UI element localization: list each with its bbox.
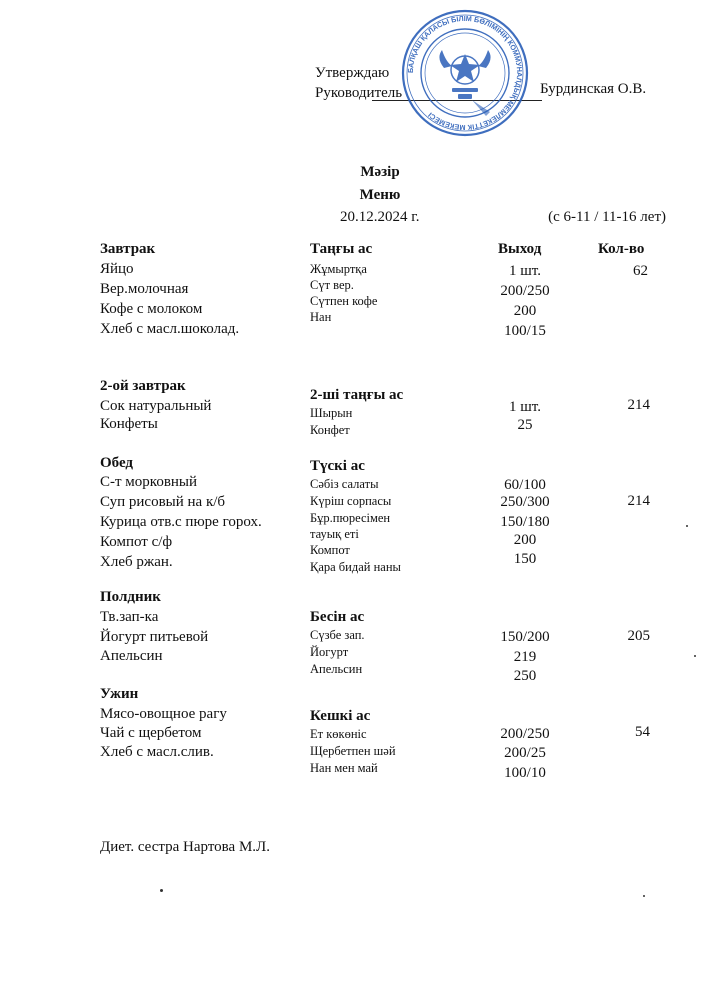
approver-name: Бурдинская О.В. <box>540 81 647 97</box>
column-header-kolvo: Кол-во <box>598 241 645 257</box>
count-value: 214 <box>627 397 650 413</box>
section-title-dinner: Ужин <box>100 686 139 702</box>
output-value: 100/15 <box>504 323 546 339</box>
menu-item-kz: Сәбіз салаты <box>310 477 379 491</box>
menu-item-ru: Яйцо <box>100 261 134 277</box>
title-kz: Мәзір <box>360 164 400 180</box>
menu-item-ru: Суп рисовый на к/б <box>100 494 226 510</box>
scan-speck <box>694 655 696 657</box>
menu-item-kz: Щербетпен шәй <box>310 744 396 758</box>
menu-item-ru: Курица отв.с пюре горох. <box>100 514 262 530</box>
menu-item-kz: Апельсин <box>310 662 363 676</box>
official-seal-stamp <box>400 8 530 138</box>
approval-line-1: Утверждаю <box>315 65 390 81</box>
output-value: 1 шт. <box>509 399 541 415</box>
svg-text:БАЛҚАШ ҚАЛАСЫ БІЛІМ БӨЛІМІНІҢ: БАЛҚАШ ҚАЛАСЫ БІЛІМ БӨЛІМІНІҢ КОММУНАЛДЫҚ МЕМЛЕКЕТТІК МЕКЕМЕСІ <box>405 13 525 133</box>
menu-item-kz: Ет көкөніс <box>310 727 367 741</box>
output-value: 100/10 <box>504 765 546 781</box>
menu-item-kz: Күріш сорпасы <box>310 494 392 508</box>
menu-item-kz: Сүзбе зап. <box>310 628 365 642</box>
output-value: 25 <box>517 417 533 433</box>
menu-item-ru: Конфеты <box>100 416 158 432</box>
scan-speck <box>686 525 688 527</box>
menu-item-ru: Компот с/ф <box>100 534 173 550</box>
output-value: 200 <box>513 303 537 319</box>
section-title-breakfast-kz: Таңғы ас <box>310 241 373 257</box>
output-value: 150 <box>513 551 537 567</box>
menu-item-ru: Йогурт питьевой <box>100 629 209 645</box>
output-value: 60/100 <box>504 477 546 493</box>
menu-item-kz: Нан <box>310 310 332 324</box>
count-value: 54 <box>635 724 650 740</box>
menu-item-kz: Жұмыртқа <box>310 262 367 276</box>
output-value: 200/250 <box>500 726 550 742</box>
menu-item-ru: Апельсин <box>100 648 163 664</box>
section-title-breakfast2-kz: 2-ші таңғы ас <box>310 387 404 403</box>
approval-line-2: Руководитель <box>315 85 403 101</box>
section-title-lunch-kz: Түскі ас <box>310 458 365 474</box>
menu-item-ru: Сок натуральный <box>100 398 212 414</box>
output-value: 219 <box>513 649 537 665</box>
output-value: 250 <box>513 668 537 684</box>
output-value: 150/180 <box>500 514 550 530</box>
scan-speck <box>160 889 163 892</box>
menu-item-ru: Вер.молочная <box>100 281 189 297</box>
menu-date: 20.12.2024 г. <box>340 209 420 225</box>
output-value: 200 <box>513 532 537 548</box>
section-title-snack: Полдник <box>100 589 161 605</box>
menu-item-kz: тауық еті <box>310 527 359 541</box>
menu-item-kz: Қара бидай наны <box>310 560 401 574</box>
menu-item-kz: Конфет <box>310 423 350 437</box>
menu-item-ru: Хлеб с масл.шоколад. <box>100 321 240 337</box>
menu-item-kz: Сүт вер. <box>310 278 354 292</box>
menu-item-kz: Шырын <box>310 406 353 420</box>
age-range: (с 6-11 / 11-16 лет) <box>548 209 666 225</box>
section-title-lunch: Обед <box>100 455 134 471</box>
section-title-snack-kz: Бесін ас <box>310 609 365 625</box>
menu-item-ru: Мясо-овощное рагу <box>100 706 227 722</box>
menu-item-kz: Йогурт <box>310 645 349 659</box>
section-title-breakfast2: 2-ой завтрак <box>100 378 186 394</box>
output-value: 1 шт. <box>509 263 541 279</box>
output-value: 200/25 <box>504 745 546 761</box>
column-header-vyhod: Выход <box>498 241 542 257</box>
title-ru: Меню <box>359 187 401 203</box>
menu-item-ru: С-т морковный <box>100 474 198 490</box>
menu-item-kz: Нан мен май <box>310 761 378 775</box>
output-value: 200/250 <box>500 283 550 299</box>
section-title-dinner-kz: Кешкі ас <box>310 708 371 724</box>
menu-item-kz: Компот <box>310 543 350 557</box>
menu-item-ru: Хлеб ржан. <box>100 554 173 570</box>
menu-item-ru: Тв.зап-ка <box>100 609 159 625</box>
menu-item-ru: Чай с щербетом <box>100 725 202 741</box>
scan-speck <box>643 895 645 897</box>
dietitian-signature: Диет. сестра Нартова М.Л. <box>100 839 270 855</box>
menu-item-kz: Сүтпен кофе <box>310 294 378 308</box>
count-value: 214 <box>627 493 650 509</box>
menu-item-ru: Хлеб с масл.слив. <box>100 744 214 760</box>
section-title-breakfast: Завтрак <box>100 241 156 257</box>
menu-item-kz: Бұр.пюресімен <box>310 511 391 525</box>
count-value: 205 <box>627 628 650 644</box>
count-value: 62 <box>633 263 648 279</box>
output-value: 150/200 <box>500 629 550 645</box>
output-value: 250/300 <box>500 494 550 510</box>
menu-item-ru: Кофе с молоком <box>100 301 203 317</box>
